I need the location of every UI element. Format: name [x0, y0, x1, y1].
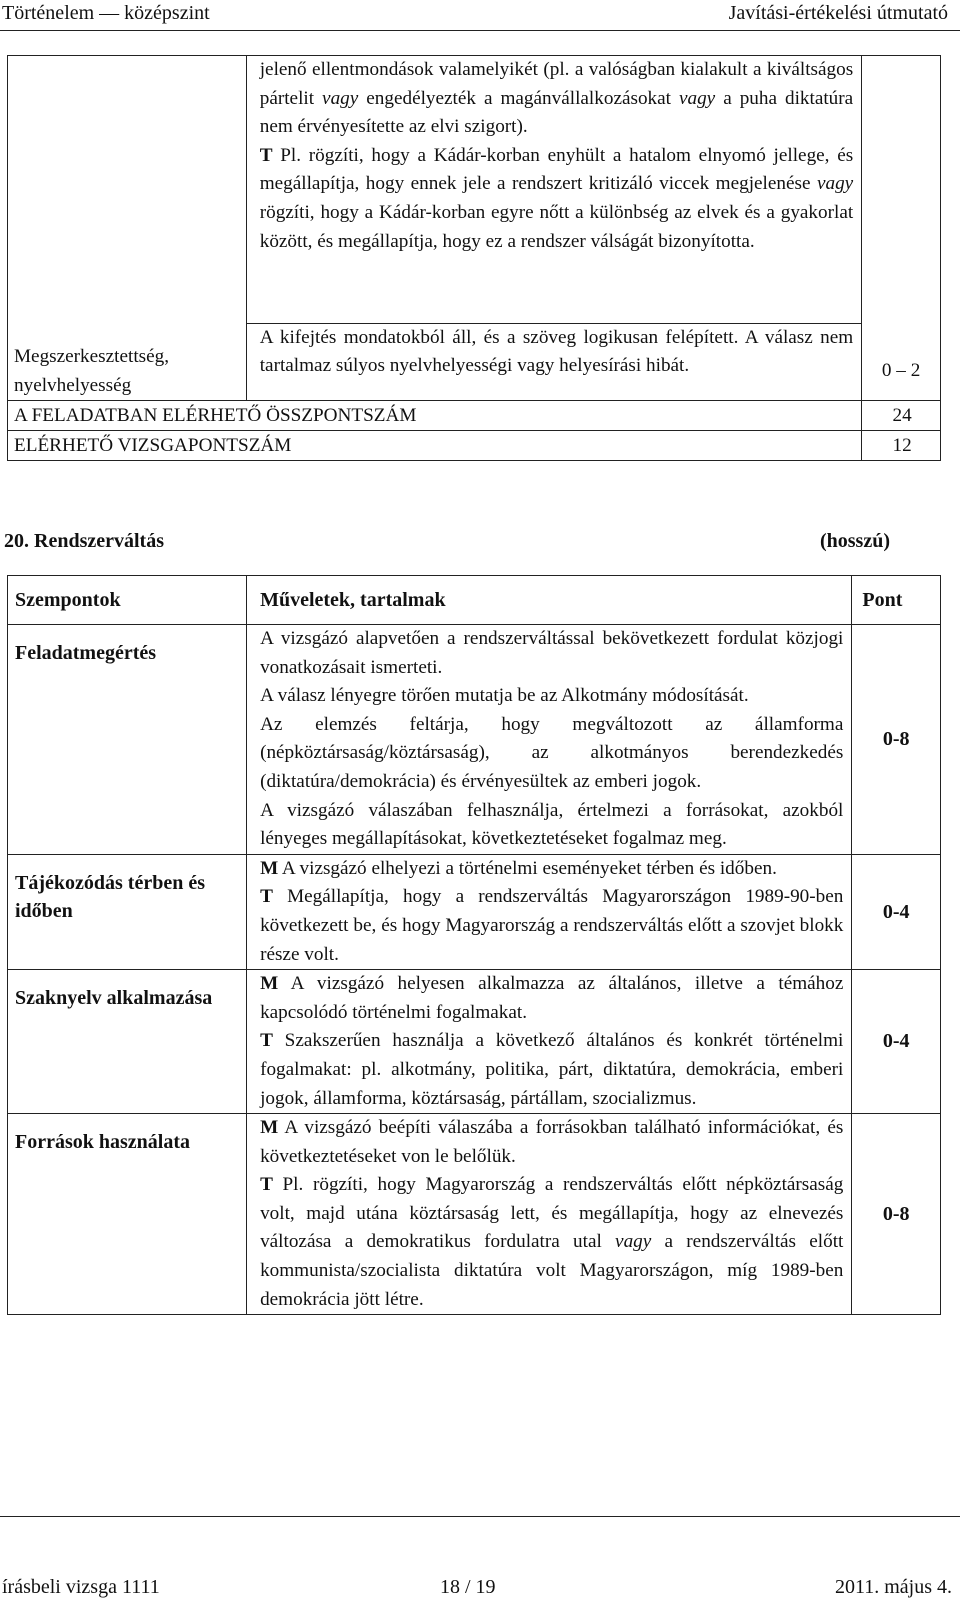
criterion-cell: Szaknyelv alkalmazása: [8, 970, 247, 1114]
emphasis-text: vagy: [615, 1231, 652, 1253]
emphasis-text: vagy: [678, 87, 716, 109]
text-run: Pl. rögzíti, hogy Magyarország a rendszerváltás előtt népköztársaság volt, majd utána köztársaság lett, és megállapítja, hogy az elnevezés változása a demokratikus fordulatra utal: [260, 1174, 844, 1253]
content-cell: [247, 1114, 852, 1315]
footer-page-number: 18 / 19: [440, 1576, 496, 1598]
points-cell: [862, 56, 941, 401]
emphasis-marker: T: [259, 144, 273, 166]
text-run: rögzíti, hogy a Kádár-korban egyre nőtt a különbség az elvek és a gyakorlat között, és megállapítja, hogy ez a rendszer válságát bizonyította.: [259, 201, 854, 252]
points-cell: 0-8: [852, 1114, 941, 1315]
criterion-cell: Feladatmegértés: [8, 625, 247, 855]
content-paragraph: [260, 797, 843, 854]
text-run: Megállapítja, hogy a rendszerváltás Magyarországon 1989-90-ben következett be, és hogy Magyarország a rendszerváltás előtt a szovjet blokk része volt.: [260, 886, 844, 965]
text-run: Pl. rögzíti, hogy a Kádár-korban enyhült a hatalom elnyomó jellege, és megállapítja, hogy ennek jele a rendszert kritizáló viccek megjelenése: [259, 144, 854, 195]
text-run: A vizsgázó válaszában felhasználja, értelmezi a forrásokat, azokból lényeges megállapításokat, következtetéseket fogalmaz meg.: [260, 799, 844, 850]
header-subject: Történelem — középszint: [2, 2, 210, 24]
text-run: A vizsgázó helyesen alkalmazza az általános, illetve a témához kapcsolódó történelmi fogalmakat.: [260, 973, 844, 1023]
exam-total-value: 12: [862, 431, 941, 461]
points-value: 0 – 2: [881, 360, 921, 382]
scoring-table-continued: [7, 55, 941, 461]
text-run: Szakszerűen használja a következő általános és konkrét történelmi fogalmakat: pl. alkotmány, politika, párt, diktatúra, demokrácia, emberi jogok, államforma, köztársaság, pártállam, szocializmus.: [260, 1030, 844, 1109]
content-text: [260, 56, 853, 256]
text-run: Az elemzés feltárja, hogy megváltozott az államforma (népköztársaság/köztársaság), az alkotmányos berendezkedés (diktatúra/demokrácia) és érvényesültek az emberi jogok.: [260, 713, 844, 792]
section-type: (hosszú): [819, 530, 890, 552]
text-run: engedélyezték a magánvállalkozásokat: [358, 87, 679, 109]
content-cell: [247, 970, 852, 1114]
header-divider: [0, 30, 960, 31]
exam-total-label: ELÉRHETŐ VIZSGAPONTSZÁM: [8, 431, 862, 461]
emphasis-marker: T: [260, 1174, 273, 1196]
content-paragraph: [260, 855, 843, 884]
text-run: a rendszerváltás előtt kommunista/szocialista diktatúra volt Magyarországon, míg 1989-ben demokrácia jött létre.: [260, 1231, 844, 1310]
footer-divider: [0, 1516, 960, 1517]
criterion-cell: [8, 56, 247, 401]
emphasis-marker: M: [260, 973, 279, 995]
content-paragraph: [260, 682, 843, 711]
table-row: [8, 854, 941, 969]
content-cell: [247, 625, 852, 855]
points-cell: 0-8: [852, 625, 941, 855]
column-header-points: Pont: [852, 576, 941, 625]
content-text: A kifejtés mondatokból áll, és a szöveg logikusan felépített. A válasz nem tartalmaz súlyos nyelvhelyességi vagy helyesírási hibát.: [259, 326, 854, 377]
footer-exam-code: írásbeli vizsga 1111: [2, 1576, 160, 1598]
content-cell: [247, 854, 852, 969]
footer-date: 2011. május 4.: [834, 1576, 952, 1598]
header-doc-type: Javítási-értékelési útmutató: [728, 2, 948, 24]
text-run: A vizsgázó elhelyezi a történelmi eseményeket térben és időben.: [278, 857, 777, 879]
text-run: A vizsgázó beépíti válaszába a forrásokban található információkat, és következtetéseket von le belőlük.: [260, 1117, 844, 1167]
content-cell: [246, 56, 861, 324]
emphasis-marker: T: [260, 886, 273, 908]
scoring-table: [7, 575, 941, 1315]
content-paragraph: [260, 883, 843, 969]
criterion-cell: Tájékozódás térben és időben: [8, 854, 247, 969]
text-run: A válasz lényegre törően mutatja be az Alkotmány módosítását.: [260, 685, 749, 707]
total-row: [8, 401, 941, 431]
column-header-operations: Műveletek, tartalmak: [247, 576, 852, 625]
content-paragraph: [260, 970, 843, 1027]
text-run: a puha diktatúra nem érvényesítette az elvi szigort).: [259, 87, 854, 138]
content-paragraph: [260, 1027, 843, 1113]
text-run: jelenő ellentmondások valamelyikét (pl. a valóságban kialakult a kiváltságos pártelit: [259, 59, 854, 109]
text-run: A vizsgázó alapvetően a rendszerváltással bekövetkezett fordulat közjogi vonatkozásait ismerteti.: [260, 628, 844, 678]
emphasis-marker: M: [260, 857, 279, 879]
content-cell: [246, 323, 861, 400]
criterion-cell: Források használata: [8, 1114, 247, 1315]
criterion-label: Megszerkesztettség, nyelvhelyesség: [14, 346, 170, 396]
emphasis-marker: T: [260, 1030, 273, 1052]
points-cell: 0-4: [852, 854, 941, 969]
table-row: [8, 1114, 941, 1315]
total-value: 24: [862, 401, 941, 431]
emphasis-text: vagy: [322, 87, 359, 109]
table-row: [8, 970, 941, 1114]
table-row: [8, 625, 941, 855]
points-cell: 0-4: [852, 970, 941, 1114]
content-paragraph: [260, 625, 843, 682]
section-title: 20. Rendszerváltás: [4, 530, 164, 552]
content-paragraph: [260, 1114, 843, 1171]
content-paragraph: [260, 711, 843, 797]
table-row: [8, 56, 941, 324]
criterion-spacer: [14, 56, 246, 343]
scoring-table-body: [8, 625, 941, 1315]
content-paragraph: [260, 1171, 843, 1314]
header-row: [8, 576, 941, 625]
points-spacer: [862, 70, 940, 357]
exam-total-row: [8, 431, 941, 461]
column-header-criteria: Szempontok: [8, 576, 247, 625]
emphasis-text: vagy: [816, 173, 854, 195]
total-label: A FELADATBAN ELÉRHETŐ ÖSSZPONTSZÁM: [8, 401, 862, 431]
emphasis-marker: M: [260, 1117, 279, 1139]
page-header: [0, 0, 960, 28]
